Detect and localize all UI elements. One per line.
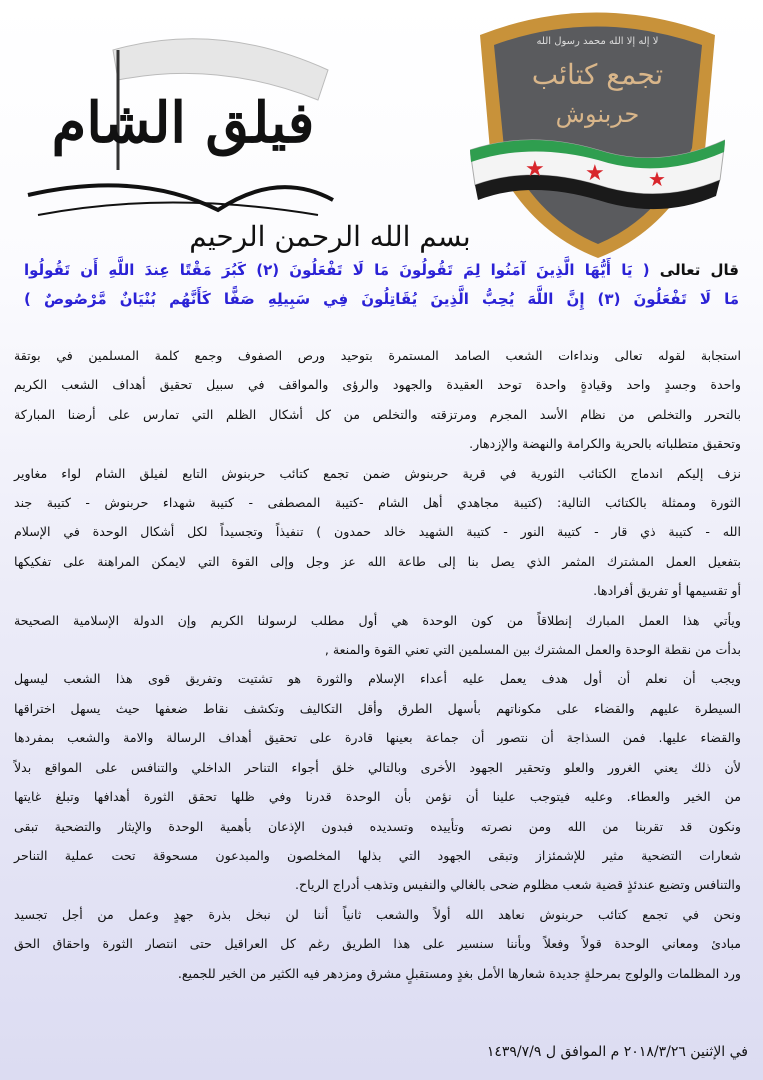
date-line: في الإثنين ٢٠١٨/٣/٢٦ م الموافق ل ١٤٣٩/٧/٩ — [486, 1044, 748, 1060]
body-line: نزف إليكم اندماج الكتائب الثورية في قرية حربنوش ضمن تجمع كتائب حربنوش التابع لفيلق الشام لواء مغاوير — [14, 465, 741, 481]
body-line: الثورة وممثلة بالكتائب التالية: (كتيبة مجاهدي أهل الشام -كتيبة المصطفى - كتيبة شهداء حربنوش - كتيبة جند — [14, 495, 741, 511]
body-line: أو تقسيمها أو تفريق أفرادها. — [593, 583, 741, 599]
svg-text:★: ★ — [525, 157, 545, 182]
quran-verse — [24, 256, 739, 314]
body-line: شعارات التضحية مثير للإشمئزاز وتبقى الجهود التي بذلها المخلصون والمبدعون مسحوقة تحت عملية التناحر — [14, 847, 741, 863]
verse-text-1: ( يَا أَيُّهَا الَّذِينَ آمَنُوا لِمَ تَقُولُونَ مَا لَا تَفْعَلُونَ (٢) كَبُرَ مَقْتًا عِندَ اللَّهِ أَن تَقُولُوا — [24, 261, 650, 279]
shield-title-line1: تجمع كتائب — [531, 58, 664, 91]
statement-body — [14, 341, 741, 988]
body-line: لأن ذلك يعني الغرور والعلو وتحقير الجهود الأخرى وبالتالي خلق أجواء التناحر الداخلي والتنافس على المواقع بدلاً — [14, 759, 741, 775]
body-line: من الخير والعطاء. وعليه فيتوجب علينا أن نؤمن بأن الوحدة قدرنا وفي ظلها تحقق الثورة أهدافها وتبلغ غايتها — [14, 789, 741, 805]
shield-banner-text: لا إله إلا الله محمد رسول الله — [536, 36, 659, 47]
body-line: والقضاء عليها. فمن السذاجة أن نتصور أن جماعة بعينها قادرة على تحقيق أهداف الرسالة والامة والشعب بمفردها — [14, 730, 741, 746]
body-line: وتحقيق متطلباته بالحرية والكرامة والنهضة والإزدهار. — [469, 436, 741, 452]
verse-line-2: مَا لَا تَفْعَلُونَ (٣) إِنَّ اللَّهَ يُحِبُّ الَّذِينَ يُقَاتِلُونَ فِي سَبِيلِهِ صَفًّا كَأَنَّهُم بُنْيَانٌ مَّرْصُوصٌ ) — [24, 290, 739, 308]
body-line: ويجب أن نعلم أن أول هدف يعمل عليه أعداء الإسلام والثورة هو تشتيت وتفريق قوى هذا الشعب ليسهل — [14, 671, 741, 687]
body-line: بدأت من نقطة الوحدة والعمل المشترك بين المسلمين التي تعني القوة والمنعة , — [324, 642, 741, 658]
body-line: ونكون قد تقربنا من الله ومن نصرته وتأييده وتسديده فبدون الإذعان بأهمية الوحدة والإيثار والتضحية تبقى — [14, 818, 741, 834]
body-line: السيطرة عليهم والقضاء على مكوناتهم بأسهل الطرق وأقل التكاليف وتكشف نقاط ضعفها حيث يسهل اختراقها — [14, 700, 741, 716]
logo-name: فيلق الشام — [51, 90, 315, 156]
faylaq-al-sham-logo — [18, 20, 338, 230]
body-line: استجابة لقوله تعالى ونداءات الشعب الصامد المستمرة بتوحيد ورص الصفوف وجمع كلمة المسلمين في بوتقة — [14, 348, 741, 363]
body-line: مبادئ ومعاني الوحدة قولاً وفعلاً وبأننا سنسير على هذا الطريق رغم كل العراقيل حتى انتصار الثورة واحقاق الحق — [14, 936, 741, 952]
body-line: واحدة وجسدٍ واحد وقيادةٍ واحدة توحد العقيدة والجهود والرؤى والمواقف في سبيل تحقيق أهداف الشعب الكريم — [14, 377, 741, 393]
harbanoush-shield-logo — [470, 0, 725, 260]
body-line: ونحن في تجمع كتائب حربنوش نعاهد الله أولاً والشعب ثانياً أننا لن نبخل بذرة جهدٍ وعمل من أجل تجسيد — [14, 906, 741, 922]
body-line: الله - كتيبة ذي قار - كتيبة النور - كتيبة الشهيد خالد حمدون ) تنفيذاً وتجسيداً لكل أشكال الوحدة في الإسلام — [14, 524, 741, 540]
svg-text:★: ★ — [648, 167, 666, 191]
body-line: ورد المظلمات والولوج بمرحلةٍ جديدة شعارها الأمل بغدٍ ومستقبلٍ مشرق ومزدهر فيه الكثير من الخير للجميع. — [177, 965, 741, 981]
basmala: بسم الله الرحمن الرحيم — [189, 220, 471, 253]
body-line: بالتحرر والتخلص من نظام الأسد المجرم ومرتزقته والتخلص من كل أشكال الظلم التي تمارس على أرضنا المباركة — [14, 406, 741, 422]
body-line: بتفعيل العمل المشترك المثمر الذي يصل بنا إلى طاعة الله عز وجل وإلى القوة التي لايمكن المراهنة على تفكيكها — [14, 553, 741, 569]
body-line: ويأتي هذا العمل المبارك إنطلاقاً من كون الوحدة هي أول مطلب لرسولنا الكريم وإن الدولة الإسلامية الصحيحة — [14, 612, 741, 628]
verse-intro: قال تعالى — [659, 261, 739, 279]
body-line: والتنافس وتضيع عندئذٍ قضية شعب مظلوم ضحى بالغالي والنفيس وتذهب أدراج الرياح. — [294, 877, 741, 893]
shield-title-line2: حربنوش — [555, 100, 640, 128]
verse-line-1 — [24, 256, 739, 285]
svg-text:★: ★ — [585, 161, 605, 186]
